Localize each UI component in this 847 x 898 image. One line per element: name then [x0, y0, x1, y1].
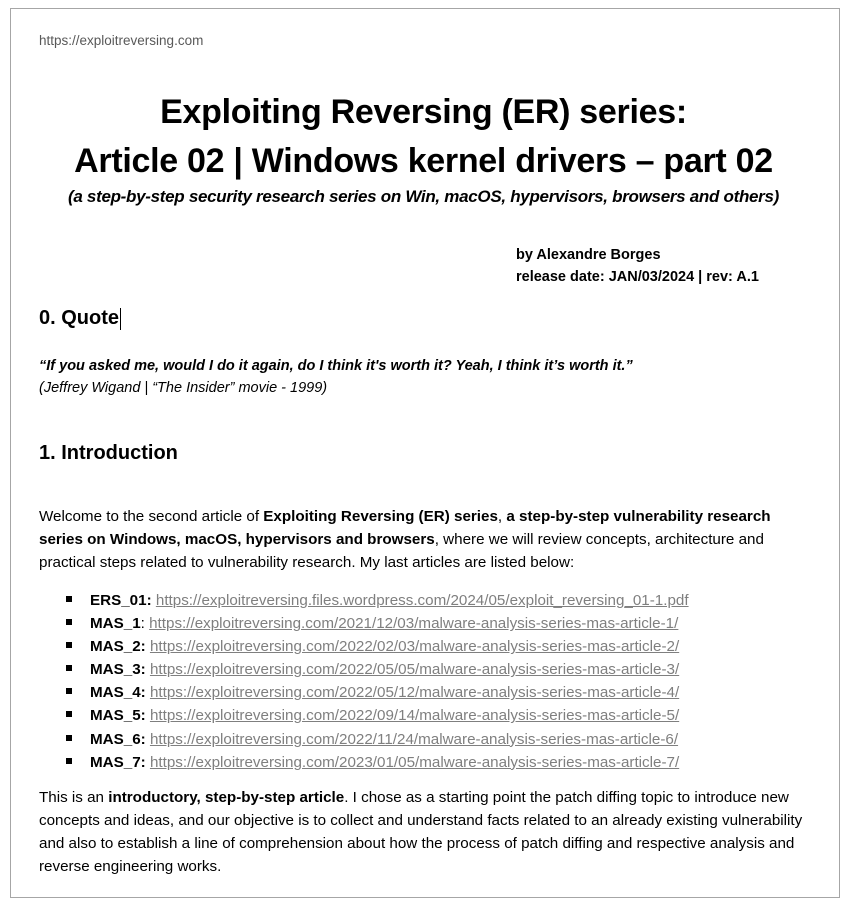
square-bullet-icon: [66, 735, 72, 741]
reference-label: MAS_3:: [90, 661, 146, 679]
title-line-2: Article 02 | Windows kernel drivers – part 02: [74, 142, 773, 180]
author: by Alexandre Borges: [516, 247, 661, 263]
reference-link[interactable]: https://exploitreversing.com/2022/05/12/malware-analysis-series-mas-article-4/: [149, 684, 680, 702]
list-item: MAS_1: https://exploitreversing.com/2021/12/03/malware-analysis-series-mas-article-1/: [66, 612, 689, 635]
text-cursor: [120, 308, 121, 330]
square-bullet-icon: [66, 596, 72, 602]
header-url: https://exploitreversing.com: [39, 33, 204, 48]
square-bullet-icon: [66, 688, 72, 694]
reference-label: MAS_1: [90, 615, 141, 633]
title-line-1: Exploiting Reversing (ER) series:: [160, 93, 687, 131]
reference-label: ERS_01:: [90, 592, 152, 609]
reference-link[interactable]: https://exploitreversing.com/2022/02/03/malware-analysis-series-mas-article-2/: [149, 638, 680, 656]
text-run: This is an: [39, 789, 109, 806]
article-paragraph: [39, 786, 809, 878]
list-item: [66, 728, 689, 751]
text-run: , where we will review concepts, architecture and practical steps related to vulnerability research. My last articles are listed below:: [39, 531, 764, 571]
heading-quote[interactable]: [39, 307, 121, 330]
heading-introduction: 1. Introduction: [39, 442, 178, 464]
reference-label: MAS_6:: [90, 730, 146, 748]
reference-link[interactable]: https://exploitreversing.com/2022/05/05/malware-analysis-series-mas-article-3/: [149, 661, 680, 679]
reference-link[interactable]: https://exploitreversing.com/2022/11/24/malware-analysis-series-mas-article-6/: [149, 730, 679, 748]
reference-label: MAS_5:: [90, 707, 146, 725]
text-run: Welcome to the second article of: [39, 508, 264, 525]
release-date: release date: JAN/03/2024 | rev: A.1: [516, 269, 759, 285]
list-item: [66, 751, 689, 774]
square-bullet-icon: [66, 642, 72, 648]
intro-paragraph: [39, 505, 809, 574]
list-item: [66, 704, 689, 727]
reference-link[interactable]: https://exploitreversing.com/2023/01/05/malware-analysis-series-mas-article-7/: [149, 753, 680, 771]
square-bullet-icon: [66, 619, 72, 625]
quote-source: (Jeffrey Wigand | “The Insider” movie - 1999): [39, 380, 328, 396]
list-item: [66, 635, 689, 658]
reference-label: MAS_2:: [90, 638, 146, 656]
reference-link[interactable]: https://exploitreversing.com/2022/09/14/malware-analysis-series-mas-article-5/: [149, 707, 680, 725]
list-item: [66, 589, 689, 612]
list-item: [66, 681, 689, 704]
byline: [516, 244, 759, 288]
reference-label: MAS_7:: [90, 753, 146, 771]
square-bullet-icon: [66, 665, 72, 671]
square-bullet-icon: [66, 711, 72, 717]
square-bullet-icon: [66, 758, 72, 764]
heading-quote-text: 0. Quote: [39, 307, 120, 329]
quote-text: “If you asked me, would I do it again, do I think it's worth it? Yeah, I think it’s worth it.”: [39, 358, 633, 374]
subtitle: (a step-by-step security research series on Win, macOS, hypervisors, browsers and others): [67, 187, 780, 206]
reference-label: MAS_4:: [90, 684, 146, 702]
reference-link[interactable]: https://exploitreversing.files.wordpress.com/2024/05/exploit_reversing_01-1.pdf: [155, 592, 689, 609]
text-run: ,: [497, 508, 507, 525]
text-run-bold: a step-by-step vulnerability research series on Windows, macOS, hypervisors and browsers: [39, 508, 771, 548]
reference-link[interactable]: https://exploitreversing.com/2021/12/03/malware-analysis-series-mas-article-1/: [149, 615, 679, 633]
reference-list: [66, 589, 689, 774]
text-run: . I chose as a starting point the patch diffing topic to introduce new concepts and ideas, and our objective is to collect and understand facts related to an already existing vulnerability and also to establish a line of comprehension about how the process of patch diffing and respective analysis and reverse engineering works.: [39, 789, 803, 875]
text-run-bold: introductory, step-by-step article: [108, 789, 345, 806]
list-item: [66, 658, 689, 681]
text-run-bold: Exploiting Reversing (ER) series: [263, 508, 498, 525]
